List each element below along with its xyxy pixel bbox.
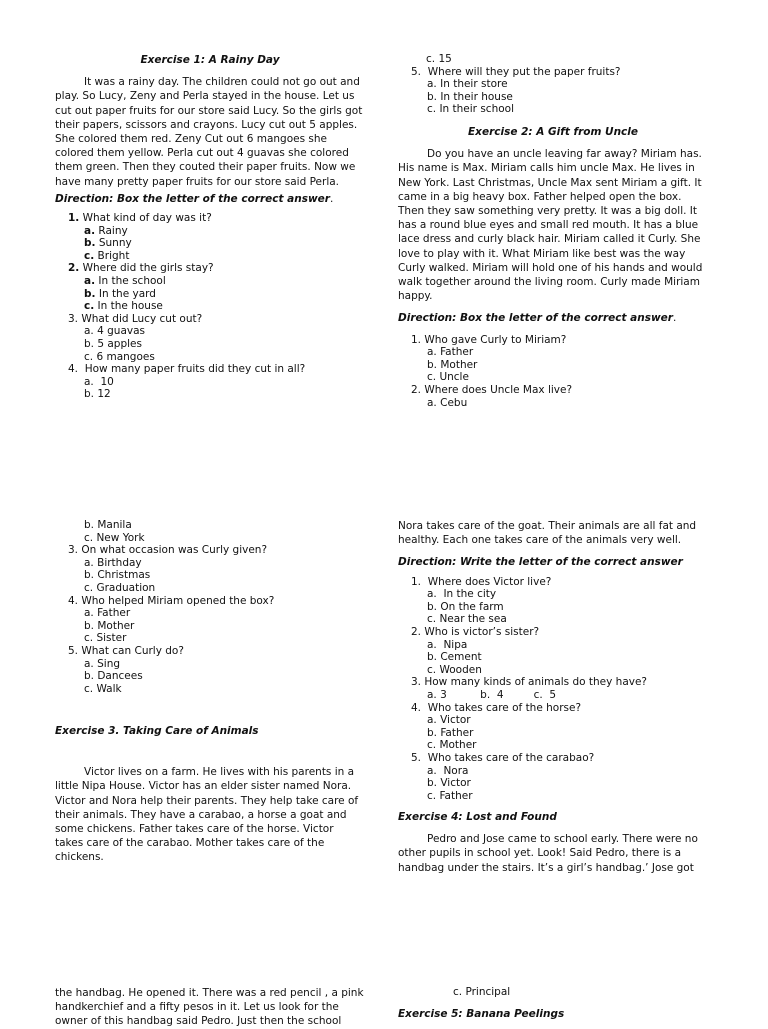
exercise-5	[398, 1007, 708, 1021]
option: c. Uncle	[427, 371, 469, 384]
exercise-1-direction: Direction: Box the letter of the correct answer.	[55, 192, 334, 205]
option: a. Nipa	[427, 638, 468, 651]
option: a. Cebu	[427, 396, 468, 409]
exercise-1-continued	[398, 53, 708, 116]
option: b. Mother	[84, 619, 135, 632]
option: a. Nora	[427, 764, 469, 777]
option: b. Victor	[427, 777, 471, 790]
exercise-1	[55, 53, 365, 401]
exercise-4-story-continued: the handbag. He opened it. There was a red pencil , a pink handkerchief and a fifty pesos in it. Let us look for the owner of this handbag said Pedro. Just then the school	[55, 987, 364, 1028]
question-3: 3. On what occasion was Curly given?	[68, 544, 268, 557]
option: c. In their school	[427, 103, 515, 116]
question-3: 3. How many kinds of animals do they have?	[411, 676, 647, 689]
option: b. Cement	[427, 651, 482, 664]
question-1: 1. Where does Victor live?	[411, 575, 552, 588]
question-1: 1. Who gave Curly to Miriam?	[411, 333, 567, 346]
option: b. 5 apples	[84, 337, 142, 350]
option: b. Father	[427, 726, 474, 739]
option-text: c. Principal	[453, 986, 511, 998]
exercise-2-story: Do you have an uncle leaving far away? Miriam has. His name is Max. Miriam calls him uncle Max. He lives in New York. Last Christmas, Uncle Max sent Miriam a gift. It came in a big heavy box. Father helped open the box. Then they saw something very pretty. It was a big doll. It has a round blue eyes and small red mouth. It has a blue lace dress and curly black hair. Miriam called it Curly. She love to play with it. What Miriam like best was the way Curly walked. Miriam will hold one of his hands and would walk together around the living room. Curly made Miriam happy.	[398, 148, 703, 303]
exercise-1-questions	[55, 212, 365, 401]
option: c. Mother	[427, 739, 477, 752]
question-4: 4. How many paper fruits did they cut in all?	[68, 363, 306, 376]
option: c. 15	[426, 53, 452, 65]
option: a. Father	[427, 346, 474, 359]
option: c. New York	[84, 531, 145, 544]
question-1: 1. What kind of day was it?	[68, 212, 212, 225]
option: a. In the city	[427, 588, 497, 601]
question-5: 5. Where will they put the paper fruits?	[411, 65, 621, 78]
question-4: 4. Who takes care of the horse?	[411, 701, 582, 714]
option: a. Sing	[84, 657, 121, 670]
question-4: 4. Who helped Miriam opened the box?	[68, 594, 275, 607]
exercise-3-direction: Direction: Write the letter of the correct answer	[398, 556, 683, 569]
option: c. Walk	[84, 682, 122, 695]
exercise-2	[398, 125, 708, 409]
option: a. 4 guavas	[84, 325, 146, 338]
option: c. In the house	[84, 300, 163, 313]
exercise-2-direction: Direction: Box the letter of the correct answer.	[398, 312, 677, 325]
option: c. Sister	[84, 632, 127, 645]
exercise-3-story-continued: Nora takes care of the goat. Their animals are all fat and healthy. Each one takes care of the animals very well.	[398, 520, 697, 547]
exercise-3-title: Exercise 3. Taking Care of Animals	[55, 725, 259, 737]
exercise-4-story: Pedro and Jose came to school early. There were no other pupils in school yet. Look! Said Pedro, there is a handbag under the stairs. It’s a girl’s handbag.’ Jose got	[398, 833, 698, 874]
option: a. Rainy	[84, 224, 128, 237]
question-3: 3. What did Lucy cut out?	[68, 312, 203, 325]
option: a. Father	[84, 607, 131, 620]
option: a. In the school	[84, 275, 166, 287]
option: b. Mother	[427, 358, 478, 371]
exercise-1-title: Exercise 1: A Rainy Day	[140, 54, 280, 66]
option: b. In their house	[427, 90, 513, 103]
question-2: 2. Who is victor’s sister?	[411, 625, 540, 638]
option: a. Birthday	[84, 556, 142, 569]
options-row: a. 3 b. 4 c. 5	[427, 688, 557, 701]
option: b. Christmas	[84, 569, 151, 582]
question-2: 2. Where does Uncle Max live?	[411, 384, 573, 397]
option: a. Victor	[427, 714, 471, 727]
option: b. In the yard	[84, 287, 156, 300]
option: c. Bright	[84, 249, 130, 262]
question-5: 5. What can Curly do?	[68, 644, 184, 657]
option: b. On the farm	[427, 600, 504, 613]
option: b. Sunny	[84, 237, 132, 250]
question-5: 5. Who takes care of the carabao?	[411, 751, 595, 764]
exercise-1-story: It was a rainy day. The children could not go out and play. So Lucy, Zeny and Perla stayed in the house. Let us cut out paper fruits for our store said Lucy. So the girls got their papers, scissors and crayons. Lucy cut out 5 apples. She colored them red. Zeny Cut out 6 mangoes she colored them yellow. Perla cut out 4 guavas she colored them green. Then they couted their paper fruits. Now we have many pretty paper fruits for our store said Perla.	[55, 76, 363, 188]
option	[453, 986, 703, 999]
exercise-5-title: Exercise 5: Banana Peelings	[398, 1008, 565, 1020]
option: a. In their store	[427, 78, 508, 91]
option: c. Near the sea	[427, 613, 507, 626]
exercise-2-continued	[55, 519, 365, 695]
exercise-4	[398, 810, 708, 875]
exercise-3	[55, 724, 365, 865]
option: c. Graduation	[84, 581, 156, 594]
exercise-3-continued	[398, 519, 708, 802]
option: c. Father	[427, 789, 473, 802]
option: c. 6 mangoes	[84, 350, 155, 363]
exercise-3-story: Victor lives on a farm. He lives with his parents in a little Nipa House. Victor has an elder sister named Nora. Victor and Nora help their parents. They help take care of their animals. They have a carabao, a horse a goat and some chickens. Father takes care of the horse. Victor takes care of the carabao. Mother takes care of the chickens.	[55, 766, 359, 864]
exercise-4-title: Exercise 4: Lost and Found	[398, 811, 557, 823]
exercise-2-title: Exercise 2: A Gift from Uncle	[468, 126, 638, 138]
option: c. Wooden	[427, 663, 482, 676]
question-2: 2. Where did the girls stay?	[68, 262, 214, 275]
option: b. 12	[84, 388, 111, 401]
exercise-4-continued	[55, 986, 365, 1029]
option: b. Manila	[84, 519, 132, 531]
option: a. 10	[84, 375, 114, 388]
option: b. Dancees	[84, 670, 143, 683]
